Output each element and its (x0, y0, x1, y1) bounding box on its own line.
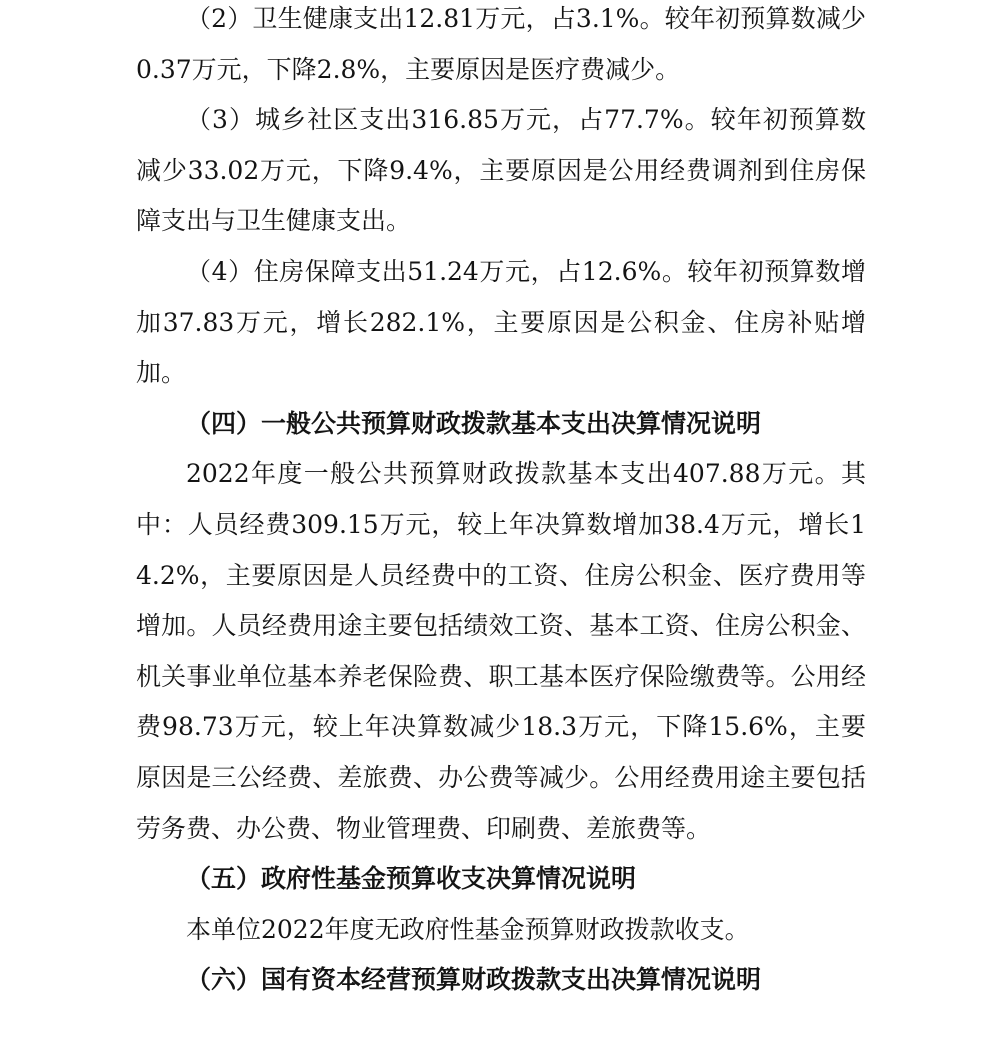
paragraph-health-expenditure: （2）卫生健康支出12.81万元，占3.1%。较年初预算数减少0.37万元，下降2.8%，主要原因是医疗费减少。 (136, 4, 866, 84)
paragraph-basic-expenditure-details: 2022年度一般公共预算财政拨款基本支出407.88万元。其中：人员经费309.15万元，较上年决算数增加38.4万元，增长14.2%，主要原因是人员经费中的工资、住房公积金、医疗费用等增加。人员经费用途主要包括绩效工资、基本工资、住房公积金、机关事业单位基本养老保险费、职工基本医疗保险缴费等。公用经费98.73万元，较上年决算数减少18.3万元，下降15.6%，主要原因是三公经费、差旅费、办公费等减少。公用经费用途主要包括劳务费、办公费、物业管理费、印刷费、差旅费等。 (136, 459, 866, 843)
section-heading-basic-expenditure: （四）一般公共预算财政拨款基本支出决算情况说明 (186, 408, 762, 438)
document-body (136, 0, 866, 1006)
paragraph-urban-rural-community-expenditure: （3）城乡社区支出316.85万元，占77.7%。较年初预算数减少33.02万元，下降9.4%，主要原因是公用经费调剂到住房保障支出与卫生健康支出。 (136, 105, 866, 236)
paragraph-government-fund-details: 本单位2022年度无政府性基金预算财政拨款收支。 (186, 914, 750, 944)
paragraph-housing-security-expenditure: （4）住房保障支出51.24万元，占12.6%。较年初预算数增加37.83万元，增长282.1%，主要原因是公积金、住房补贴增加。 (136, 256, 866, 388)
section-heading-government-fund: （五）政府性基金预算收支决算情况说明 (186, 864, 637, 894)
section-heading-state-capital: （六）国有资本经营预算财政拨款支出决算情况说明 (186, 965, 762, 995)
